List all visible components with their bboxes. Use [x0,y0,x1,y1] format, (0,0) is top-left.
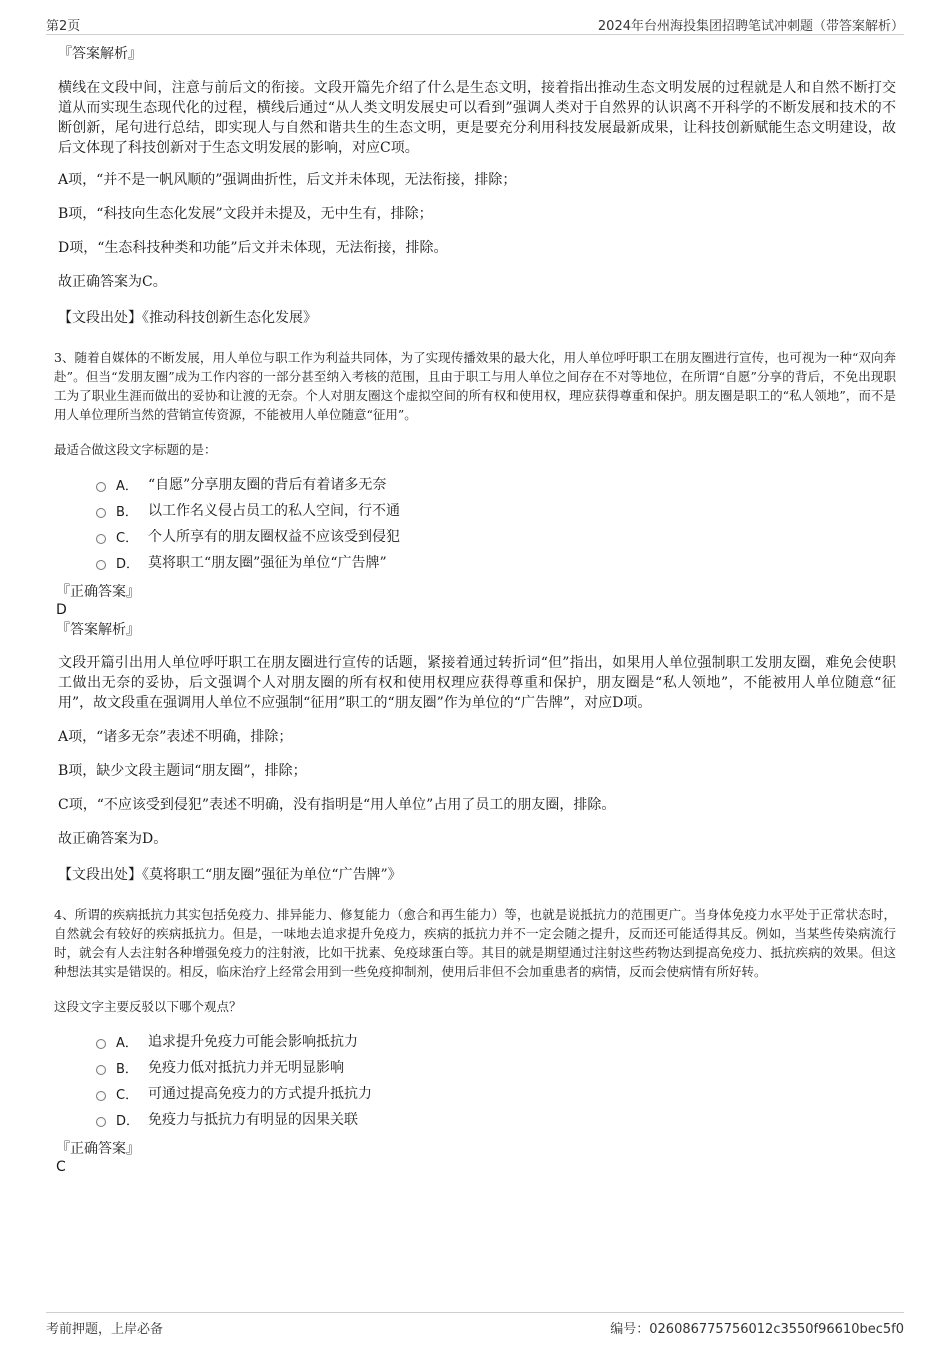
q2-option-d-analysis: D项，“生态科技种类和功能”后文并未体现，无法衔接，排除。 [58,240,448,256]
q2-source: 【文段出处】《推动科技创新生态化发展》 [58,310,317,326]
q4-option-c[interactable] [96,1080,896,1106]
page-header [46,14,904,35]
radio-button-icon[interactable] [96,1117,106,1127]
option-text: 可通过提高免疫力的方式提升抵抗力 [148,1086,372,1102]
document-title: 2024年台州海投集团招聘笔试冲刺题（带答案解析） [597,19,904,34]
option-text: 以工作名义侵占员工的私人空间，行不通 [148,503,400,519]
q3-options [96,471,896,575]
q3-answer-label: 『正确答案』 [56,584,140,600]
q3-prompt: 最适合做这段文字标题的是： [54,442,217,457]
radio-button-icon[interactable] [96,508,106,518]
q3-option-c-analysis: C项，“不应该受到侵犯”表述不明确，没有指明是“用人单位”占用了员工的朋友圈，排除。 [58,797,616,813]
q4-option-d[interactable] [96,1106,896,1132]
option-text: 追求提升免疫力可能会影响抵抗力 [148,1034,358,1050]
option-text: 莫将职工“朋友圈”强征为单位“广告牌” [148,555,387,571]
q3-analysis-label: 『答案解析』 [56,622,140,638]
option-text: 免疫力低对抵抗力并无明显影响 [148,1060,344,1076]
option-letter: C． [116,1087,139,1103]
option-letter: D． [116,1113,140,1129]
radio-button-icon[interactable] [96,1039,106,1049]
q3-option-b-analysis: B项，缺少文段主题词“朋友圈”，排除； [58,763,307,779]
radio-button-icon[interactable] [96,1065,106,1075]
option-letter: B． [116,1061,138,1077]
page-number: 第2页 [46,19,81,34]
footer-slogan: 考前押题，上岸必备 [46,1322,164,1337]
q3-analysis-text: 文段开篇引出用人单位呼吁职工在朋友圈进行宣传的话题，紧接着通过转折词“但”指出，如果用人单位强制职工发朋友圈，难免会使职工做出无奈的妥协，后文强调个人对朋友圈的所有权和使用权理应获得尊重和保护，朋友圈是“私人领地”，不能被用人单位随意“征用”，故文段重在强调用人单位不应强制“征用”职工的“朋友圈”作为单位的“广告牌”，对应D项。 [58,655,896,711]
q2-conclusion: 故正确答案为C。 [58,274,167,290]
q4-option-a[interactable] [96,1028,896,1054]
q2-option-b-analysis: B项，“科技向生态化发展”文段并未提及，无中生有，排除； [58,206,433,222]
option-letter: A． [116,478,138,494]
q2-analysis-text: 横线在文段中间，注意与前后文的衔接。文段开篇先介绍了什么是生态文明，接着指出推动生态文明发展的过程就是人和自然不断打交道从而实现生态现代化的过程，横线后通过“从人类文明发展史可以看到”强调人类对于自然界的认识离不开科学的不断发展和技术的不断创新，尾句进行总结，即实现人与自然和谐共生的生态文明，更是要充分利用科技发展最新成果，让科技创新赋能生态文明建设，故后文体现了科技创新对于生态文明发展的影响，对应C项。 [58,80,896,156]
q3-conclusion: 故正确答案为D。 [58,831,168,847]
q3-option-d[interactable] [96,549,896,575]
q3-source: 【文段出处】《莫将职工“朋友圈”强征为单位“广告牌”》 [58,867,402,883]
q3-option-c[interactable] [96,523,896,549]
q3-option-a[interactable] [96,471,896,497]
option-letter: B． [116,504,138,520]
q3-option-b[interactable] [96,497,896,523]
q4-options [96,1028,896,1132]
q4-prompt: 这段文字主要反驳以下哪个观点？ [54,999,242,1014]
q4-question-text: 4、所谓的疾病抵抗力其实包括免疫力、排异能力、修复能力（愈合和再生能力）等，也就是说抵抗力的范围更广。当身体免疫力水平处于正常状态时，自然就会有较好的疾病抵抗力。但是，一味地去追求提升免疫力，疾病的抵抗力并不一定会随之提升，反而还可能适得其反。例如，当某些传染病流行时，就会有人去注射各种增强免疫力的注射液，比如干扰素、免疫球蛋白等。其目的就是期望通过注射这些药物达到提高免疫力、抵抗疾病的效果。但这种想法其实是错误的。相反，临床治疗上经常会用到一些免疫抑制剂，使用后非但不会加重患者的病情，反而会使病情有所好转。 [54,907,896,979]
option-letter: C． [116,530,139,546]
radio-button-icon[interactable] [96,534,106,544]
q4-answer: C [56,1159,66,1175]
option-text: 免疫力与抵抗力有明显的因果关联 [148,1112,358,1128]
option-letter: D． [116,556,140,572]
q4-option-b[interactable] [96,1054,896,1080]
radio-button-icon[interactable] [96,482,106,492]
q3-question-text: 3、随着自媒体的不断发展，用人单位与职工作为利益共同体，为了实现传播效果的最大化，用人单位呼吁职工在朋友圈进行宣传，也可视为一种“双向奔赴”。但当“发朋友圈”成为工作内容的一部分甚至纳入考核的范围，且由于职工与用人单位之间存在不对等地位，在所谓“自愿”分享的背后，不免出现职工为了职业生涯而做出的妥协和让渡的无奈。个人对朋友圈这个虚拟空间的所有权和使用权，理应获得尊重和保护。朋友圈是职工的“私人领地”，而不是用人单位理所当然的营销宣传资源，不能被用人单位随意“征用”。 [54,350,896,422]
q2-option-a-analysis: A项，“并不是一帆风顺的”强调曲折性，后文并未体现，无法衔接，排除； [58,172,517,188]
radio-button-icon[interactable] [96,1091,106,1101]
radio-button-icon[interactable] [96,560,106,570]
q3-answer: D [56,602,67,618]
option-text: “自愿”分享朋友圈的背后有着诸多无奈 [148,477,387,493]
page-footer [46,1312,904,1337]
q4-answer-label: 『正确答案』 [56,1141,140,1157]
page-content [54,40,896,1176]
option-letter: A． [116,1035,138,1051]
q2-analysis-label: 『答案解析』 [58,46,142,62]
option-text: 个人所享有的朋友圈权益不应该受到侵犯 [148,529,400,545]
q3-option-a-analysis: A项，“诸多无奈”表述不明确，排除； [58,729,293,745]
document-code: 编号：026086775756012c3550f96610bec5f0 [610,1322,904,1337]
